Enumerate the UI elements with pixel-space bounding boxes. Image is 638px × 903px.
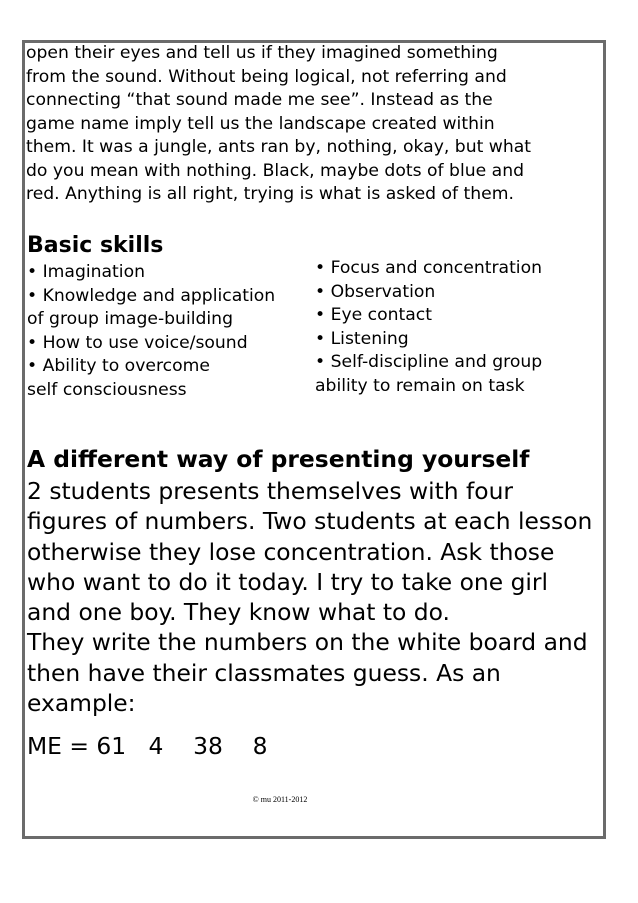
copyright-notice: © mu 2011-2012: [252, 795, 308, 804]
basic-skills-heading: Basic skills: [27, 233, 164, 258]
intro-paragraph: open their eyes and tell us if they imagined something from the sound. Without being logical, not referring and connecting “that sound made me see”. Instead as the game name imply tell us the landscape created within them. It was a jungle, ants ran by, nothing, okay, but what do you mean with nothing. Black, maybe dots of blue and red. Anything is all right, trying is what is asked of them.: [26, 43, 532, 204]
presenting-yourself-heading: A different way of presenting yourself: [27, 445, 530, 473]
basic-skills-left-list: • Imagination • Knowledge and application of group image-building • How to use voice/sound • Ability to overcome self consciousness: [27, 262, 276, 400]
number-example: ME = 61 4 38 8: [27, 732, 268, 760]
basic-skills-right-list: • Focus and concentration • Observation • Eye contact • Listening • Self-discipline and group ability to remain on task: [315, 258, 543, 396]
presenting-yourself-body: 2 students presents themselves with four figures of numbers. Two students at each lesson otherwise they lose concentration. Ask those who want to do it today. I try to take one girl and one boy. They know what to do. They write the numbers on the white board and then have their classmates guess. As an example:: [27, 477, 593, 718]
